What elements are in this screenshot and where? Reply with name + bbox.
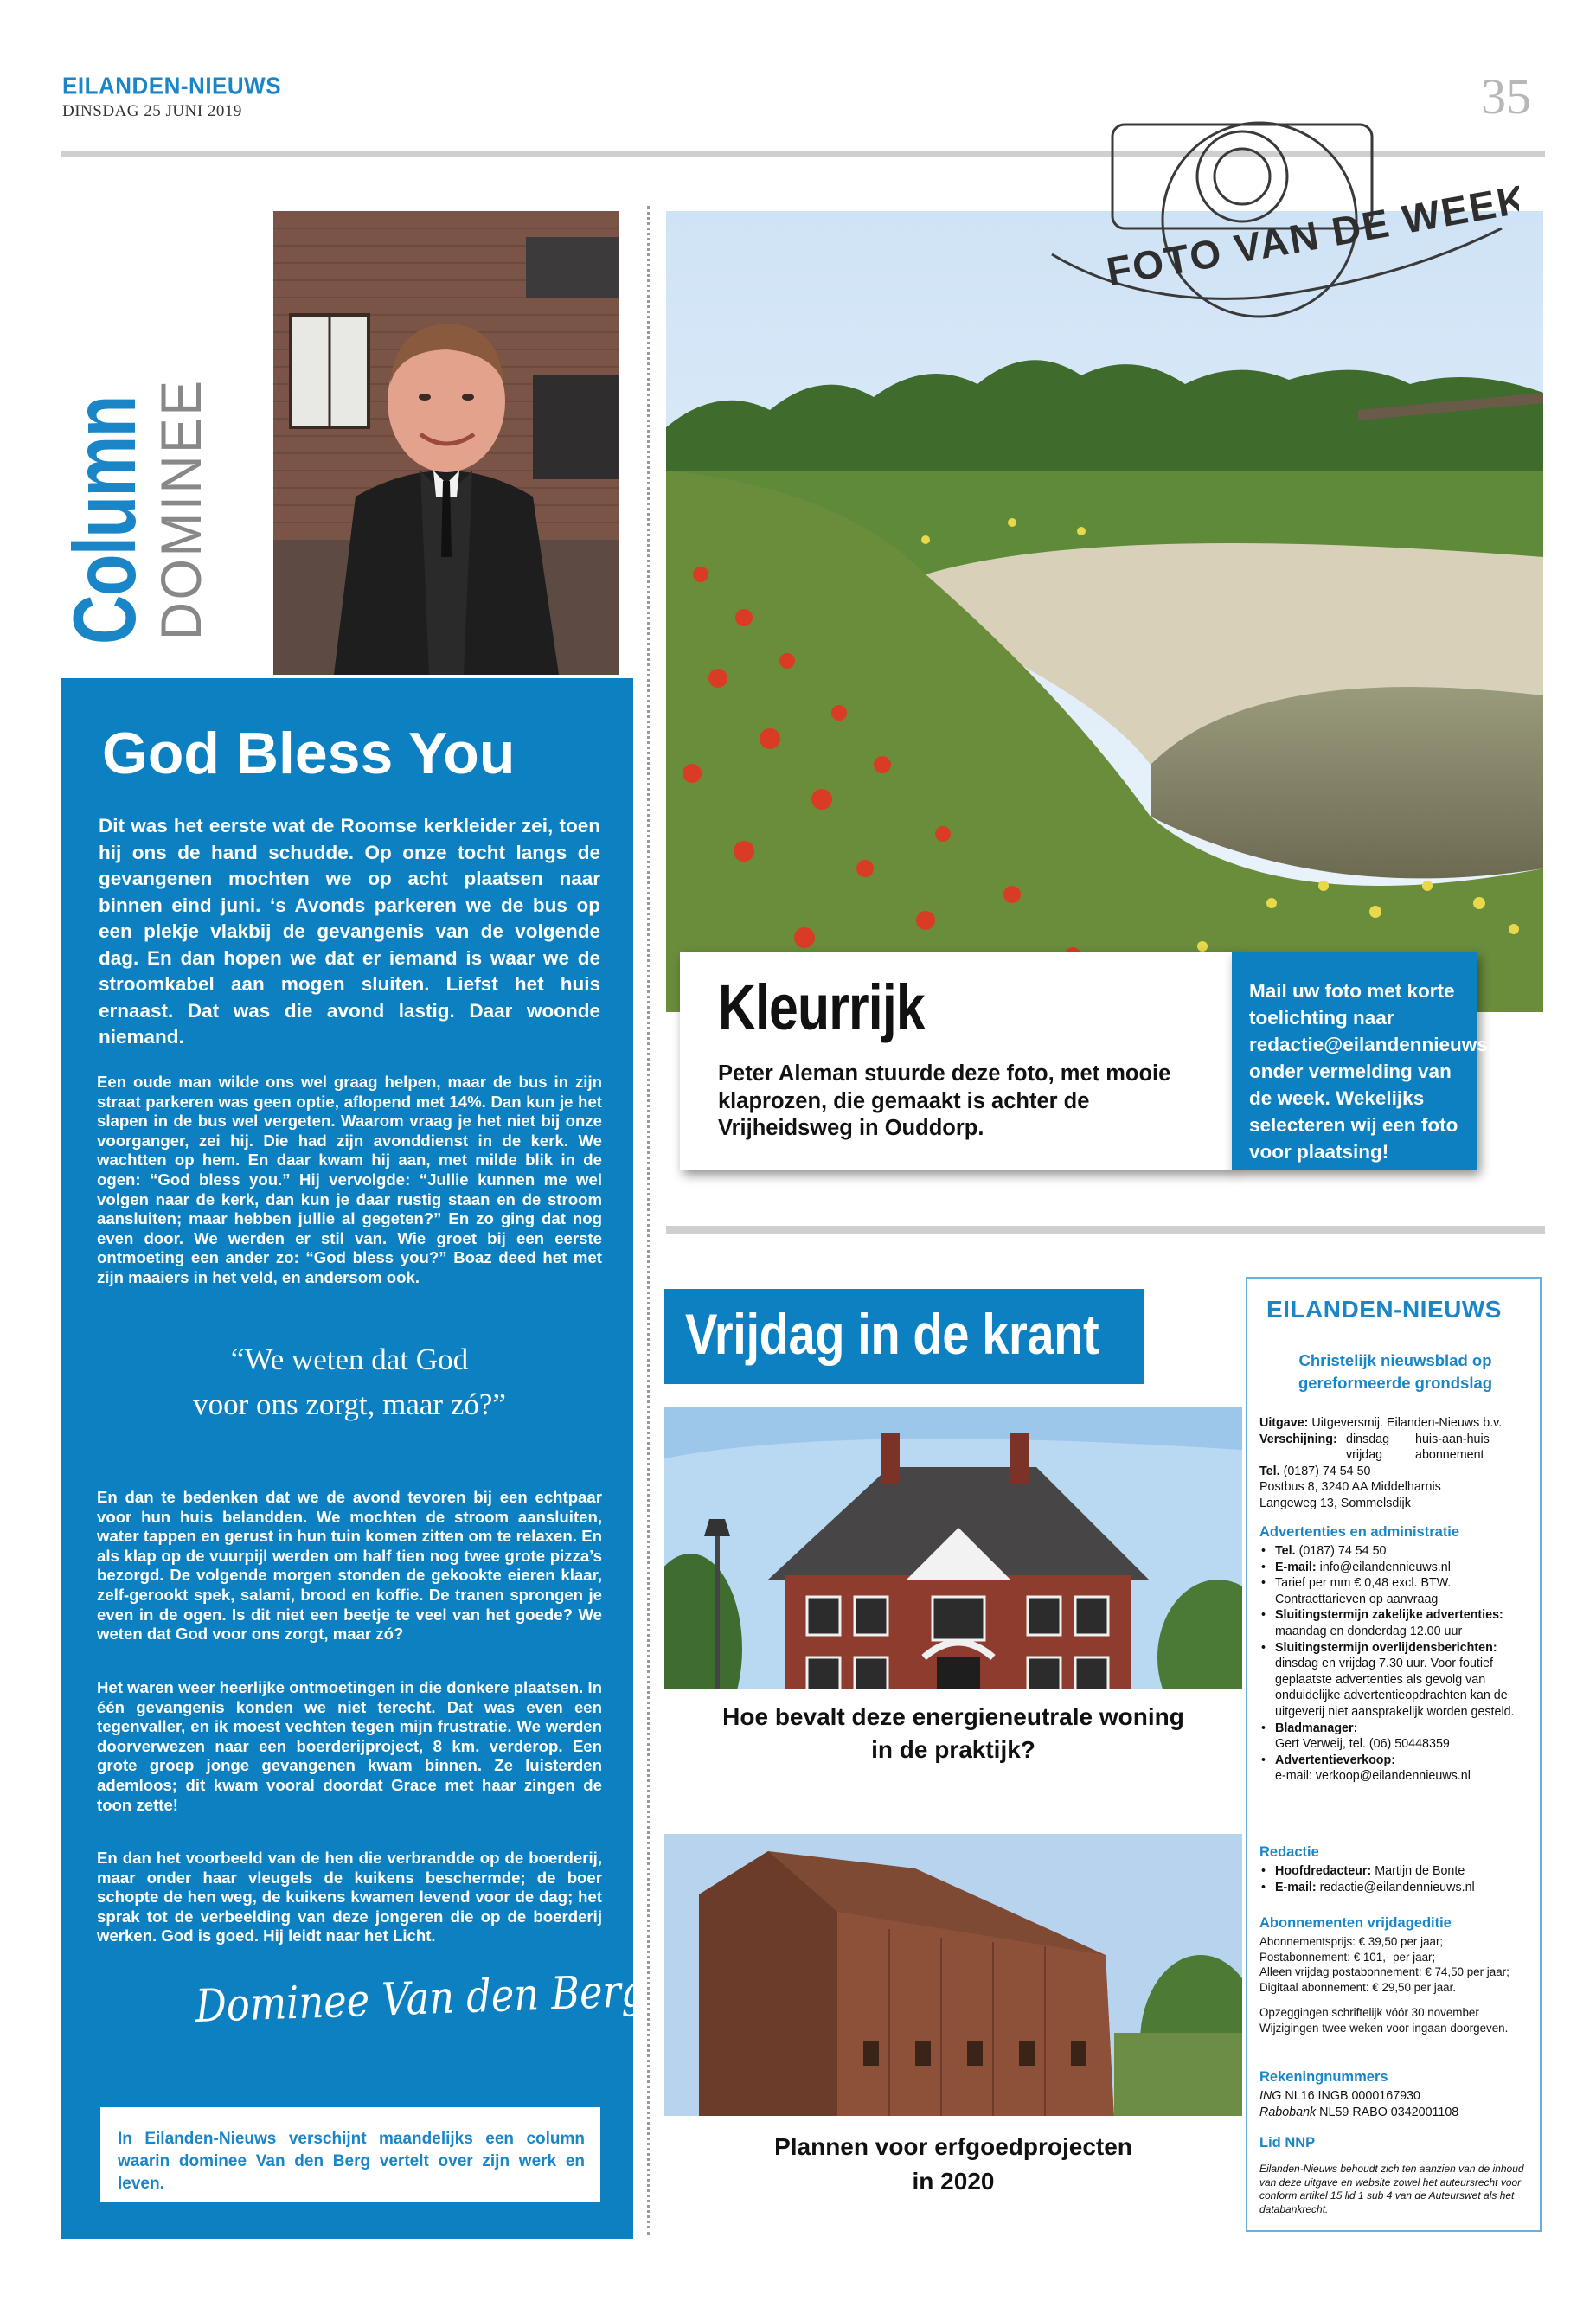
label: Advertentieverkoop:: [1275, 1753, 1396, 1767]
bank-name: Rabobank: [1259, 2105, 1317, 2119]
photo-caption: Peter Aleman stuurde deze foto, met mooie klaprozen, die gemaakt is achter de Vrijheidsweg in Ouddorp.: [718, 1061, 1171, 1140]
friday-story-title-line: Plannen voor erfgoedprojecten: [774, 2133, 1132, 2160]
colofon-logo: EILANDEN-NIEUWS: [1266, 1296, 1502, 1323]
pull-quote: [97, 1337, 602, 1427]
colofon-subtitle: [1256, 1349, 1535, 1394]
friday-story-title-line: in 2020: [912, 2168, 995, 2195]
section-divider: [666, 1226, 1545, 1234]
photo-of-the-week-stamp: [1035, 90, 1519, 358]
masthead-logo: EILANDEN-NIEUWS: [62, 72, 282, 99]
value: vrijdag: [1346, 1448, 1383, 1463]
friday-preview-banner: [664, 1289, 1144, 1384]
colofon-heading: Redactie: [1259, 1844, 1319, 1860]
colofon: [1246, 1277, 1542, 2232]
column-paragraph: En dan te bedenken dat we de avond tevoren bij een echtpaar voor hun huis belandden. We mochten de stroom aansluiten, water tappen en gerust in hun tuin komen zitten om te relaxen. En als klap op de vuurpijl werden om half tien nog twee grote pizza’s bezorgd. De volgende morgen stonden de gekookte eieren klaar, zelf-gerookt spek, salami, brood en koffie. De tranen sprongen je even in de ogen. Is dit niet een beetje te veel van het goede? We weten dat God voor ons zorgt, maar zó?: [97, 1488, 602, 1644]
column-paragraph: Het waren weer heerlijke ontmoetingen in die donkere plaatsen. In één gevangenis konden we niet terecht. Dat was even een tegenvaller, en ik moest vechten tegen mijn frustratie. We werden doorverwezen naar een boerderijproject, 8 km. verderop. Een grote groep jonge gevangenen kwam binnen. Ze luisterden ademloos; dit kwam vooral doordat Grace met haar zingen de toon zette!: [97, 1678, 602, 1814]
value: info@eilandennieuws.nl: [1319, 1560, 1451, 1574]
column-lead-paragraph: Dit was het eerste wat de Roomse kerkleider zei, toen hij ons de hand schudde. Op onze tocht langs de gevangenen mochten we op acht plaatsen naar binnen eind juni. ‘s Avonds parkeren we de bus op een plekje vlakbij de gevangenis van de volgende dag. En dan hopen we dat er iemand is waar we de stroomkabel aan mogen sluiten. Liefst het huis ernaast. Dat was die avond lastig. Daar woonde niemand.: [99, 815, 600, 1048]
colofon-heading: Lid NNP: [1259, 2135, 1316, 2150]
page-number: 35: [1481, 68, 1531, 125]
friday-story-caption: [664, 1689, 1242, 1784]
label: E-mail:: [1275, 1880, 1317, 1894]
value: Gert Verweij, tel. (06) 50448359: [1275, 1737, 1450, 1752]
value: Uitgeversmij. Eilanden-Nieuws b.v.: [1311, 1416, 1503, 1430]
value: maandag en donderdag 12.00 uur: [1275, 1624, 1463, 1638]
value: Digitaal abonnement: € 29,50 per jaar.: [1259, 1980, 1457, 1994]
label: Uitgave:: [1259, 1416, 1309, 1430]
label: Verschijning:: [1259, 1432, 1337, 1446]
account-number: NL16 INGB 0000167930: [1285, 2089, 1420, 2103]
label: Sluitingstermijn zakelijke advertenties:: [1275, 1608, 1503, 1623]
account-number: NL59 RABO 0342001108: [1319, 2105, 1459, 2119]
friday-story-title-line: in de praktijk?: [871, 1736, 1035, 1763]
section-title: Column: [55, 396, 154, 644]
colofon-heading: Advertenties en administratie: [1259, 1524, 1460, 1540]
column-paragraph: En dan het voorbeeld van de hen die verbrandde op de boerderij, maar onder haar vleugels de kuikens beschermde; de boer schopte de hen weg, de kuikens kwamen levend voor de dag; het sprak tot de verbeelding van deze jongeren die op de boerderij werken. God is goed. Hij leidt naar het Licht.: [97, 1849, 602, 1945]
stamp-text: FOTO VAN DE WEEK: [1103, 176, 1519, 295]
bank-accounts: [1259, 2088, 1535, 2120]
label: Tel.: [1275, 1544, 1296, 1558]
value: Postabonnement: € 101,- per jaar;: [1259, 1950, 1436, 1964]
photo-caption-card: [680, 952, 1234, 1170]
photo-submission-box: [1232, 952, 1511, 1170]
friday-story-title: [664, 1701, 1242, 1766]
label: Tel.: [1259, 1464, 1280, 1478]
visiting-address: Langeweg 13, Sommelsdijk: [1259, 1496, 1411, 1510]
label: Sluitingstermijn overlijdensberichten:: [1275, 1640, 1497, 1655]
value: Alleen vrijdag postabonnement: € 74,50 per jaar;: [1259, 1965, 1509, 1979]
friday-story-title: [664, 2130, 1242, 2199]
value: Contracttarieven op aanvraag: [1275, 1592, 1439, 1606]
photo-title: Kleurrijk: [718, 971, 925, 1043]
pull-quote-line: “We weten dat God: [230, 1343, 469, 1376]
colofon-heading: Rekeningnummers: [1259, 2069, 1388, 2085]
issue-date: DINSDAG 25 JUNI 2019: [62, 102, 242, 120]
photo-submission-text: Mail uw foto met korte toelichting naar redactie@eilandennieuws.nl onder vermelding van de week. Wekelijks selecteren wij een foto voor plaatsing!: [1249, 980, 1511, 1163]
label: E-mail:: [1275, 1560, 1317, 1574]
value: • Tarief per mm € 0,48 excl. BTW.: [1259, 1575, 1535, 1592]
copyright-notice: Eilanden-Nieuws behoudt zich ten aanzien van de inhoud van deze uitgave en website zowel het auteursrecht voor conform artikel 15 lid 1 sub 4 van de Auteurswet als het databankrecht.: [1259, 2163, 1524, 2215]
advertising-details: [1259, 1543, 1535, 1785]
subscription-details: [1259, 1934, 1535, 2036]
label: Hoofdredacteur:: [1275, 1864, 1372, 1878]
section-subtitle: DOMINEE: [149, 378, 213, 640]
colofon-subtitle-line: gereformeerde grondslag: [1298, 1374, 1493, 1392]
value: (0187) 74 54 50: [1298, 1544, 1387, 1558]
postal-address: Postbus 8, 3240 AA Middelharnis: [1259, 1480, 1441, 1495]
value: Abonnementsprijs: € 39,50 per jaar;: [1259, 1935, 1444, 1948]
label: Bladmanager:: [1275, 1721, 1358, 1735]
value: dinsdag en vrijdag 7.30 uur. Voor foutief geplaatste advertenties als gevolg van onduidelijke advertentieopdrachten kan de uitgeverij niet aansprakelijk worden gesteld.: [1275, 1657, 1515, 1719]
value: huis-aan-huis: [1415, 1432, 1490, 1446]
publisher-details: [1259, 1415, 1535, 1512]
value: e-mail: verkoop@eilandennieuws.nl: [1275, 1769, 1471, 1784]
value: Opzeggingen schriftelijk vóór 30 november Wijzigingen twee weken voor ingaan doorgeven.: [1259, 2006, 1509, 2035]
value: (0187) 74 54 50: [1283, 1464, 1371, 1478]
friday-story-caption: [664, 2116, 1242, 2223]
editorial-details: [1259, 1863, 1535, 1895]
value: Martijn de Bonte: [1375, 1864, 1465, 1878]
column-headline: God Bless You: [102, 721, 516, 786]
friday-preview-title: Vrijdag in de krant: [685, 1302, 1099, 1366]
column-separator: [647, 206, 650, 2235]
colofon-subtitle-line: Christelijk nieuwsblad op: [1298, 1351, 1492, 1369]
author-signature: Dominee Van den Berg: [194, 1965, 647, 2033]
bank-name: ING: [1259, 2089, 1282, 2103]
column-info-text: In Eilanden-Nieuws verschijnt maandelijks een column waarin dominee Van den Berg vertelt over zijn werk en leven.: [118, 2130, 585, 2193]
value: redactie@eilandennieuws.nl: [1319, 1880, 1475, 1894]
colofon-heading: Abonnementen vrijdageditie: [1259, 1915, 1452, 1931]
dominee-portrait-photo: [273, 211, 619, 675]
value: abonnement: [1415, 1448, 1484, 1463]
column-info-box: [100, 2107, 600, 2202]
value: dinsdag: [1346, 1432, 1390, 1446]
column-paragraph: Een oude man wilde ons wel graag helpen, maar de bus in zijn straat parkeren was geen optie, aflopend met 14%. Dan kun je het slapen in de bus wel vergeten. Waarom vraag je het niet bij onze voorganger, zei hij. Die had zijn avonddienst in de kerk. We wachtten op hem. En daar kwam hij aan, met milde blik in de ogen: “God bless you.” Hij vervolgde: “Jullie kunnen me wel volgen naar de kerk, dan kun je daar rustig staan en de stroom aansluiten; maar hebben jullie al gegeten?” En zo ging dat nog even door. We werden er stil van. Wie groet bij een eerste ontmoeting een ander zo: “God bless you?” Boaz deed het met zijn maaiers in het veld, en andersom ook.: [97, 1073, 602, 1286]
friday-story-title-line: Hoe bevalt deze energieneutrale woning: [722, 1703, 1184, 1730]
pull-quote-line: voor ons zorgt, maar zó?”: [193, 1388, 506, 1421]
